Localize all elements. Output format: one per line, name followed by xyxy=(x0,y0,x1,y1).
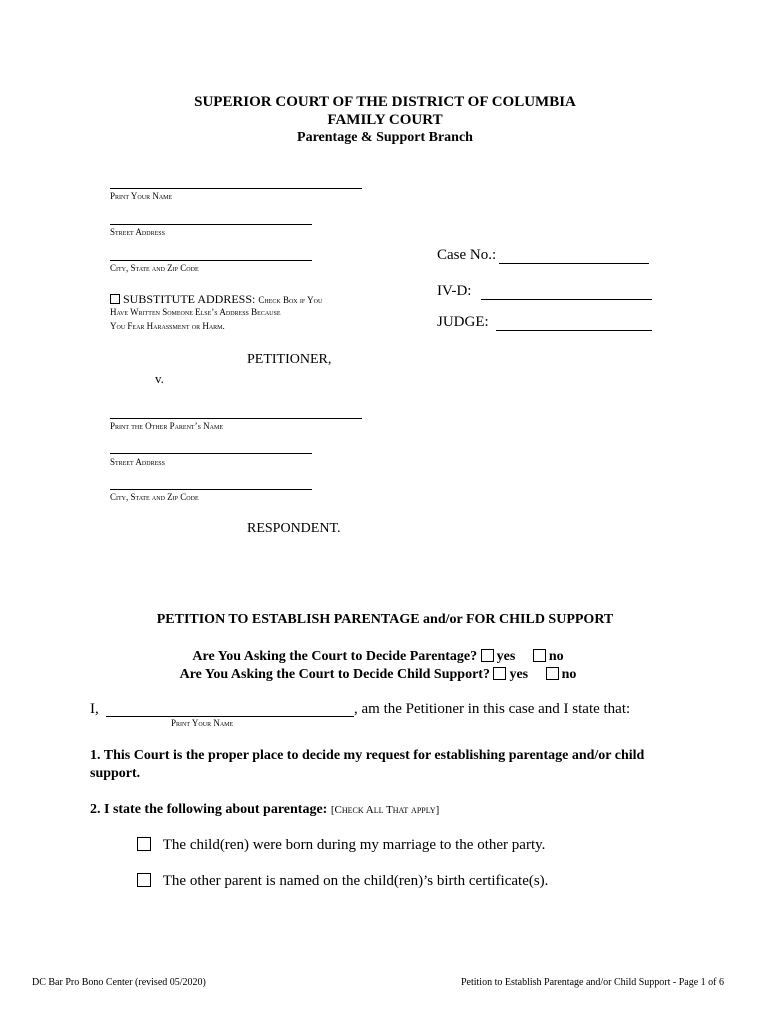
judge-label: JUDGE: xyxy=(437,314,489,330)
respondent-city-label: City, State and Zip Code xyxy=(110,492,199,502)
option-married-label: The child(ren) were born during my marriage to the other party. xyxy=(162,837,546,853)
substitute-address-row xyxy=(110,292,322,307)
court-branch: Parentage & Support Branch xyxy=(297,130,473,145)
option-birth-cert-label: The other parent is named on the child(ren)’s birth certificate(s). xyxy=(162,873,549,889)
option-birth-cert-row xyxy=(137,873,548,890)
respondent-role: RESPONDENT. xyxy=(247,521,341,536)
item-1-continued: support. xyxy=(90,766,141,781)
support-no-checkbox[interactable] xyxy=(546,667,559,680)
substitute-address-note-1: Check Box if You xyxy=(258,295,323,305)
parentage-no-checkbox[interactable] xyxy=(533,649,546,662)
substitute-address-note-3: You Fear Harassment or Harm. xyxy=(110,321,225,331)
petitioner-name-label: Print Your Name xyxy=(110,191,173,201)
question-parentage: Are You Asking the Court to Decide Parentage? xyxy=(192,649,478,664)
case-number-label: Case No.: xyxy=(437,247,497,263)
versus-label: v. xyxy=(155,371,164,386)
ivd-line[interactable] xyxy=(481,299,652,300)
option-married-checkbox[interactable] xyxy=(137,837,151,851)
intro-prefix: I, xyxy=(90,701,99,717)
court-division: FAMILY COURT xyxy=(327,112,443,128)
item-2-row xyxy=(90,802,439,818)
case-number-line[interactable] xyxy=(499,263,649,264)
respondent-name-label: Print the Other Parent’s Name xyxy=(110,421,224,431)
support-yes-label: yes xyxy=(509,667,529,682)
intro-suffix: , am the Petitioner in this case and I state that: xyxy=(354,701,631,717)
respondent-street-line[interactable] xyxy=(110,453,312,454)
question-support: Are You Asking the Court to Decide Child Support? xyxy=(179,667,490,682)
option-married-row xyxy=(137,837,545,854)
item-2-note: [Check All That apply] xyxy=(330,804,440,816)
parentage-no-label: no xyxy=(548,649,564,664)
petitioner-role: PETITIONER, xyxy=(247,352,332,367)
substitute-address-checkbox[interactable] xyxy=(110,294,120,304)
judge-line[interactable] xyxy=(496,330,652,331)
respondent-street-label: Street Address xyxy=(110,457,165,467)
footer-left: DC Bar Pro Bono Center (revised 05/2020) xyxy=(32,977,206,988)
respondent-city-line[interactable] xyxy=(110,489,312,490)
ivd-label: IV-D: xyxy=(437,283,472,299)
item-1-text: 1. This Court is the proper place to decide my request for establishing parentage and/or child xyxy=(90,748,645,763)
substitute-address-note-2: Have Written Someone Else’s Address Because xyxy=(110,307,281,317)
parentage-yes-label: yes xyxy=(496,649,516,664)
petitioner-city-line[interactable] xyxy=(110,260,312,261)
intro-name-line[interactable] xyxy=(106,716,354,717)
option-birth-cert-checkbox[interactable] xyxy=(137,873,151,887)
question-parentage-row xyxy=(0,649,770,665)
intro-name-label: Print Your Name xyxy=(171,718,234,728)
support-no-label: no xyxy=(561,667,577,682)
petitioner-name-line[interactable] xyxy=(110,188,362,189)
parentage-yes-checkbox[interactable] xyxy=(481,649,494,662)
item-2-text: 2. I state the following about parentage: xyxy=(90,802,328,817)
footer-right: Petition to Establish Parentage and/or Child Support - Page 1 of 6 xyxy=(460,977,724,988)
court-title: SUPERIOR COURT OF THE DISTRICT OF COLUMBIA xyxy=(194,94,576,110)
petitioner-street-line[interactable] xyxy=(110,224,312,225)
support-yes-checkbox[interactable] xyxy=(493,667,506,680)
petitioner-city-label: City, State and Zip Code xyxy=(110,263,199,273)
question-support-row xyxy=(0,667,770,683)
substitute-address-label: SUBSTITUTE ADDRESS: xyxy=(123,292,256,306)
respondent-name-line[interactable] xyxy=(110,418,362,419)
petitioner-street-label: Street Address xyxy=(110,227,165,237)
petition-title: PETITION TO ESTABLISH PARENTAGE and/or FOR CHILD SUPPORT xyxy=(156,612,614,627)
